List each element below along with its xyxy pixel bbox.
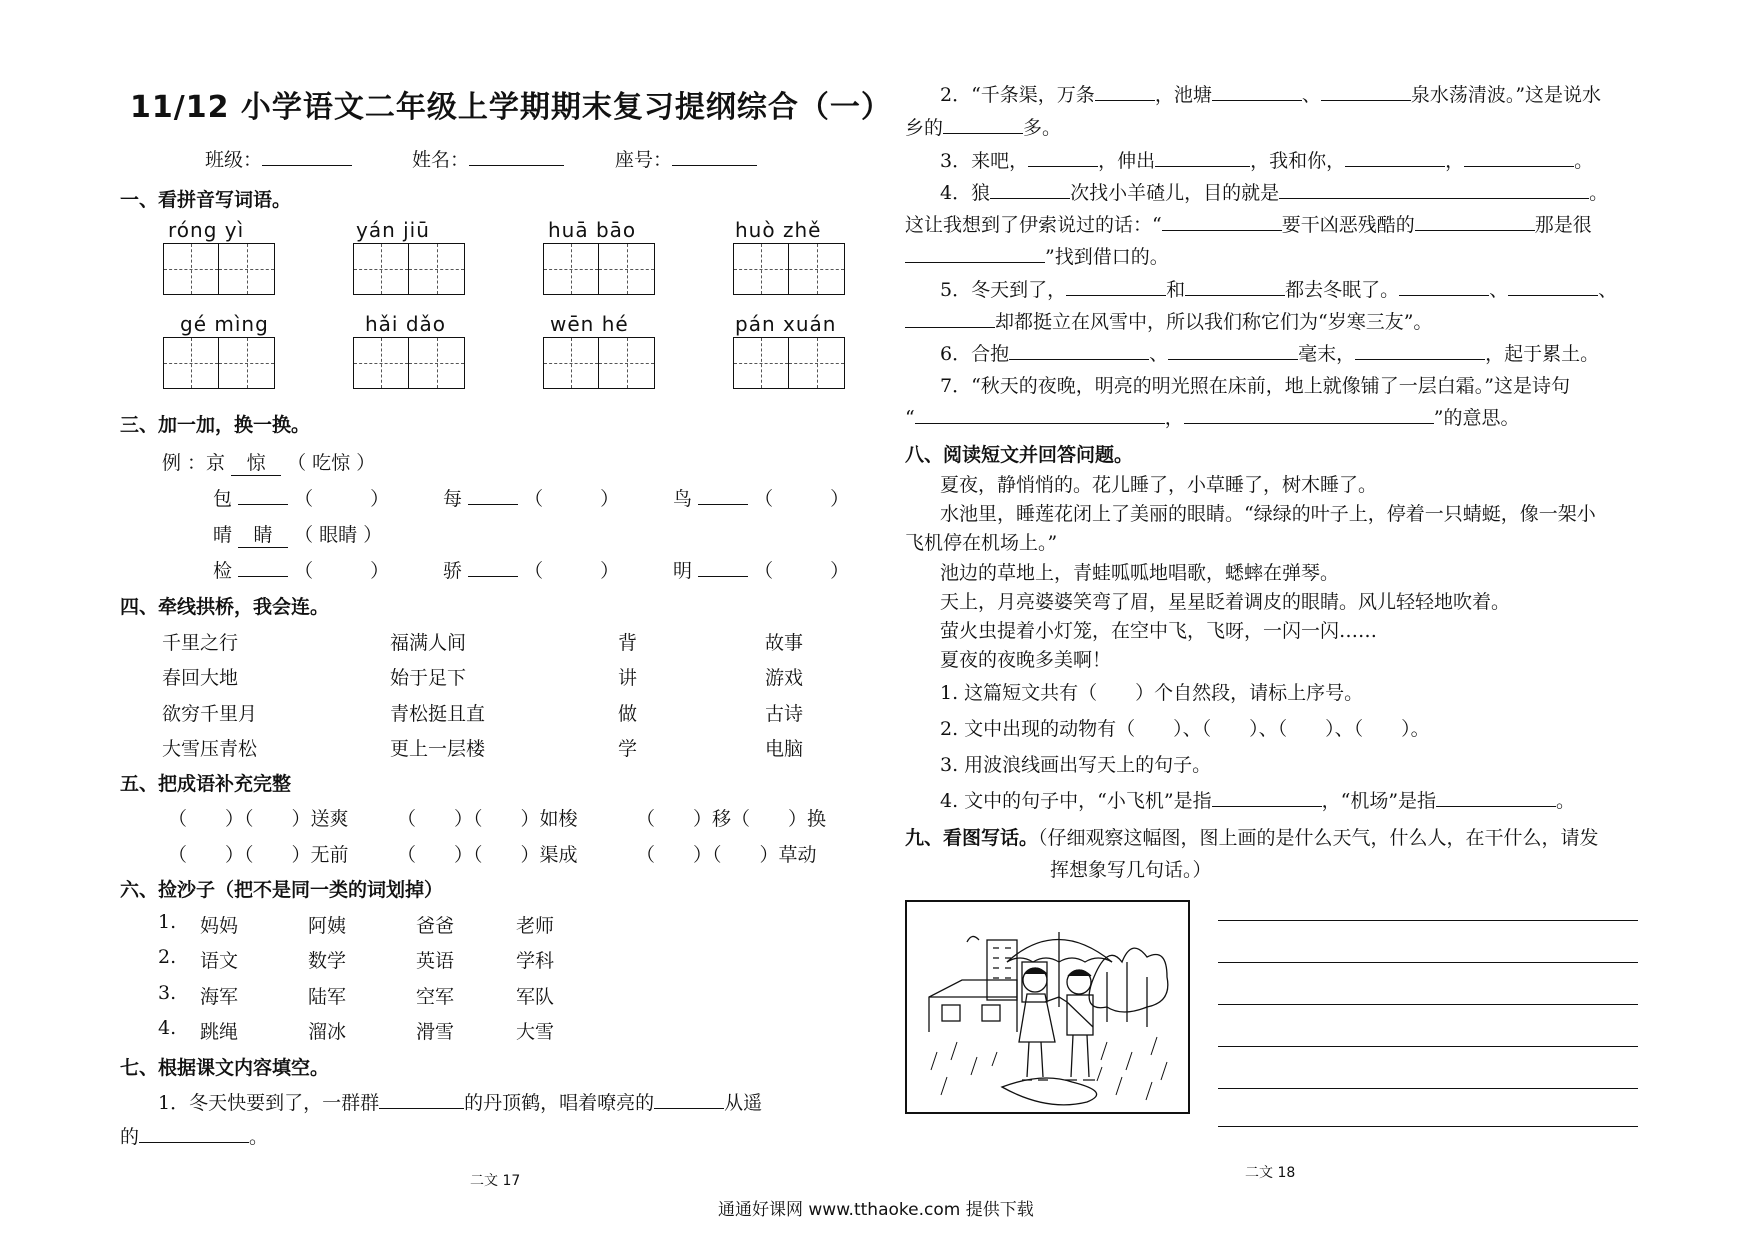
class-blank[interactable]	[262, 146, 352, 166]
section-9-heading: 九、看图写话。（仔细观察这幅图，图上画的是什么天气，什么人，在干什么，请发	[905, 827, 1599, 849]
section-1-heading: 一、看拼音写词语。	[120, 189, 292, 211]
answer-blank[interactable]	[1355, 340, 1485, 360]
word-item[interactable]: 军队	[516, 986, 555, 1008]
student-info-name	[412, 145, 564, 172]
writing-line[interactable]	[1218, 920, 1638, 921]
section-9-instruction: 挥想象写几句话。）	[1050, 859, 1212, 881]
pinyin-4: huò zhě	[735, 218, 822, 242]
answer-blank[interactable]	[1436, 787, 1556, 807]
passage-line: 夏夜，静悄悄的。花儿睡了，小草睡了，树木睡了。	[940, 474, 1378, 496]
writing-grid[interactable]	[163, 243, 275, 295]
idiom-item[interactable]: （ ）移（ ）换	[636, 808, 827, 830]
writing-grid[interactable]	[733, 243, 845, 295]
answer-blank[interactable]	[1212, 787, 1322, 807]
match-item[interactable]: 背	[618, 632, 638, 654]
example-answer: 睛	[238, 520, 288, 548]
match-item[interactable]: 游戏	[765, 667, 804, 689]
answer-blank[interactable]	[1399, 276, 1489, 296]
writing-grid[interactable]	[543, 243, 655, 295]
class-label: 班级：	[205, 149, 263, 171]
idiom-item[interactable]: （ ）（ ）渠成	[397, 844, 578, 866]
passage-line: 萤火虫提着小灯笼，在空中飞，飞呀，一闪一闪……	[940, 620, 1378, 642]
fill-q4-cont: 这让我想到了伊索说过的话：“ 要干凶恶残酷的 那是很	[905, 210, 1592, 237]
word-item[interactable]: 跳绳	[200, 1021, 239, 1043]
pinyin-1: róng yì	[168, 218, 245, 242]
page-title: 11/12 小学语文二年级上学期期末复习提纲综合（一）	[130, 90, 892, 125]
passage-line: 池边的草地上，青蛙呱呱地唱歌，蟋蟀在弹琴。	[940, 562, 1340, 584]
answer-blank[interactable]	[905, 308, 995, 328]
section-6-heading: 六、捡沙子（把不是同一类的词划掉）	[120, 879, 444, 901]
match-item[interactable]: 做	[618, 703, 638, 725]
seat-blank[interactable]	[672, 146, 757, 166]
answer-blank[interactable]	[139, 1123, 249, 1143]
answer-blank[interactable]	[1279, 179, 1589, 199]
match-item[interactable]: 故事	[765, 632, 804, 654]
idiom-item[interactable]: （ ）（ ）如梭	[397, 808, 578, 830]
reading-q3: 3. 用波浪线画出写天上的句子。	[940, 754, 1212, 776]
word-item[interactable]: 阿姨	[308, 915, 347, 937]
pinyin-2: yán jiū	[356, 218, 430, 242]
passage-line: 天上，月亮婆婆笑弯了眉，星星眨着调皮的眼睛。风儿轻轻地吹着。	[940, 591, 1511, 613]
word-item[interactable]: 语文	[200, 950, 239, 972]
pinyin-7: wēn hé	[550, 312, 629, 336]
example-row-2: 晴 睛 （ 眼睛 ）	[213, 520, 382, 548]
add-change-row: 骄 （ ）	[443, 556, 624, 583]
passage-line: 夏夜的夜晚多美啊！	[940, 649, 1112, 671]
word-item[interactable]: 大雪	[516, 1021, 555, 1043]
fill-q6: 6．合抱 、 毫末， ，起于累土。	[940, 339, 1599, 366]
match-item[interactable]: 古诗	[765, 703, 804, 725]
answer-blank[interactable]	[1095, 81, 1155, 101]
word-item[interactable]: 爸爸	[416, 915, 455, 937]
fill-q4: 4．狼 次找小羊碴儿，目的就是 。	[940, 178, 1608, 205]
word-item[interactable]: 数学	[308, 950, 347, 972]
word-item[interactable]: 英语	[416, 950, 455, 972]
answer-blank[interactable]	[238, 557, 288, 577]
match-item[interactable]: 电脑	[765, 738, 804, 760]
answer-blank[interactable]	[468, 485, 518, 505]
example-row-1: 例 ：京 惊 （ 吃惊 ）	[162, 448, 375, 476]
answer-blank[interactable]	[1185, 276, 1285, 296]
match-item[interactable]: 始于足下	[390, 667, 467, 689]
fill-q2: 2．“千条渠，万条 ，池塘 、 泉水荡清波。”这是说水	[940, 80, 1601, 107]
writing-line[interactable]	[1218, 1088, 1638, 1089]
word-item[interactable]: 妈妈	[200, 915, 239, 937]
match-item[interactable]: 福满人间	[390, 632, 467, 654]
group-number: 4.	[158, 1017, 177, 1039]
word-item[interactable]: 老师	[516, 915, 555, 937]
match-item[interactable]: 学	[618, 738, 638, 760]
word-item[interactable]: 海军	[200, 986, 239, 1008]
group-number: 3.	[158, 982, 177, 1004]
writing-grid[interactable]	[353, 243, 465, 295]
pinyin-5: gé mìng	[180, 312, 269, 336]
page-number-right: 二文 18	[1245, 1165, 1296, 1181]
source-footer: 通通好课网 www.tthaoke.com 提供下载	[718, 1200, 1034, 1220]
answer-blank[interactable]	[1212, 81, 1302, 101]
answer-blank[interactable]	[915, 404, 1165, 424]
word-item[interactable]: 溜冰	[308, 1021, 347, 1043]
pinyin-3: huā bāo	[548, 218, 637, 242]
answer-blank[interactable]	[1009, 340, 1149, 360]
fill-q1: 1．冬天快要到了，一群群 的丹顶鹤，唱着嘹亮的 从遥	[158, 1088, 762, 1115]
writing-grid[interactable]	[163, 337, 275, 389]
answer-blank[interactable]	[698, 485, 748, 505]
fill-q5-cont: 却都挺立在风雪中，所以我们称它们为“岁寒三友”。	[905, 307, 1432, 334]
seat-label: 座号：	[615, 149, 673, 171]
section-5-heading: 五、把成语补充完整	[120, 773, 292, 795]
fill-q3: 3．来吧， ，伸出 ，我和你， ， 。	[940, 146, 1593, 173]
pinyin-6: hǎi dǎo	[365, 312, 447, 336]
answer-blank[interactable]	[1464, 147, 1574, 167]
match-item[interactable]: 大雪压青松	[162, 738, 258, 760]
reading-q1: 1. 这篇短文共有（ ）个自然段，请标上序号。	[940, 682, 1364, 704]
section-4-heading: 四、牵线拱桥，我会连。	[120, 596, 330, 618]
fill-q2-cont: 乡的 多。	[905, 113, 1061, 140]
fill-q7: 7．“秋天的夜晚，明亮的明光照在床前，地上就像铺了一层白霜。”这是诗句	[940, 375, 1571, 397]
fill-q7-cont: “ ， ”的意思。	[905, 403, 1519, 430]
answer-blank[interactable]	[468, 557, 518, 577]
answer-blank[interactable]	[1028, 147, 1098, 167]
add-change-row: 每 （ ）	[443, 484, 624, 511]
section-8-heading: 八、阅读短文并回答问题。	[905, 444, 1134, 466]
section-7-heading: 七、根据课文内容填空。	[120, 1057, 330, 1079]
answer-blank[interactable]	[1415, 211, 1535, 231]
passage-line: 飞机停在机场上。”	[905, 532, 1058, 554]
picture-frame	[905, 900, 1190, 1114]
match-item[interactable]: 讲	[618, 667, 638, 689]
word-item[interactable]: 空军	[416, 986, 455, 1008]
word-item[interactable]: 滑雪	[416, 1021, 455, 1043]
section-3-heading: 三、加一加，换一换。	[120, 414, 311, 436]
answer-blank[interactable]	[1184, 404, 1434, 424]
answer-blank[interactable]	[379, 1089, 464, 1109]
add-change-row: 包 （ ）	[213, 484, 394, 511]
answer-blank[interactable]	[905, 243, 1045, 263]
writing-line[interactable]	[1218, 1126, 1638, 1127]
reading-q2: 2. 文中出现的动物有（ ）、（ ）、（ ）、（ ）。	[940, 718, 1430, 740]
writing-grid[interactable]	[733, 337, 845, 389]
fill-q1-cont: 的 。	[120, 1122, 268, 1149]
answer-blank[interactable]	[1155, 147, 1250, 167]
answer-blank[interactable]	[698, 557, 748, 577]
writing-grid[interactable]	[543, 337, 655, 389]
page-number-left: 二文 17	[470, 1173, 521, 1189]
fill-q4-cont2: ”找到借口的。	[905, 242, 1169, 269]
answer-blank[interactable]	[1066, 276, 1166, 296]
fill-q5: 5．冬天到了， 和 都去冬眠了。 、 、	[940, 275, 1617, 302]
answer-blank[interactable]	[1321, 81, 1411, 101]
student-info-seat	[615, 145, 757, 172]
writing-line[interactable]	[1218, 1004, 1638, 1005]
student-info-class	[205, 145, 352, 172]
pinyin-8: pán xuán	[735, 312, 837, 336]
passage-line: 水池里，睡莲花闭上了美丽的眼睛。“绿绿的叶子上，停着一只蜻蜓，像一架小	[940, 503, 1596, 525]
answer-blank[interactable]	[1168, 340, 1298, 360]
name-blank[interactable]	[469, 146, 564, 166]
match-item[interactable]: 更上一层楼	[390, 738, 486, 760]
match-item[interactable]: 青松挺且直	[390, 703, 486, 725]
idiom-item[interactable]: （ ）（ ）草动	[636, 844, 817, 866]
match-item[interactable]: 欲穷千里月	[162, 703, 258, 725]
match-item[interactable]: 千里之行	[162, 632, 239, 654]
writing-line[interactable]	[1218, 1046, 1638, 1047]
answer-blank[interactable]	[990, 179, 1070, 199]
answer-blank[interactable]	[1508, 276, 1598, 296]
group-number: 2.	[158, 946, 177, 968]
idiom-item[interactable]: （ ）（ ）送爽	[168, 808, 349, 830]
name-label: 姓名：	[412, 149, 470, 171]
answer-blank[interactable]	[238, 485, 288, 505]
answer-blank[interactable]	[654, 1089, 724, 1109]
answer-blank[interactable]	[1345, 147, 1445, 167]
example-answer: 惊	[231, 448, 281, 476]
word-item[interactable]: 学科	[516, 950, 555, 972]
idiom-item[interactable]: （ ）（ ）无前	[168, 844, 349, 866]
answer-blank[interactable]	[1162, 211, 1282, 231]
word-item[interactable]: 陆军	[308, 986, 347, 1008]
rainy-day-illustration	[907, 902, 1188, 1112]
answer-blank[interactable]	[943, 114, 1023, 134]
writing-grid[interactable]	[353, 337, 465, 389]
add-change-row: 鸟 （ ）	[673, 484, 854, 511]
group-number: 1.	[158, 911, 177, 933]
add-change-row: 明 （ ）	[673, 556, 854, 583]
add-change-row: 检 （ ）	[213, 556, 394, 583]
writing-line[interactable]	[1218, 962, 1638, 963]
match-item[interactable]: 春回大地	[162, 667, 239, 689]
reading-q4: 4. 文中的句子中，“小飞机”是指 ，“机场”是指 。	[940, 786, 1575, 813]
